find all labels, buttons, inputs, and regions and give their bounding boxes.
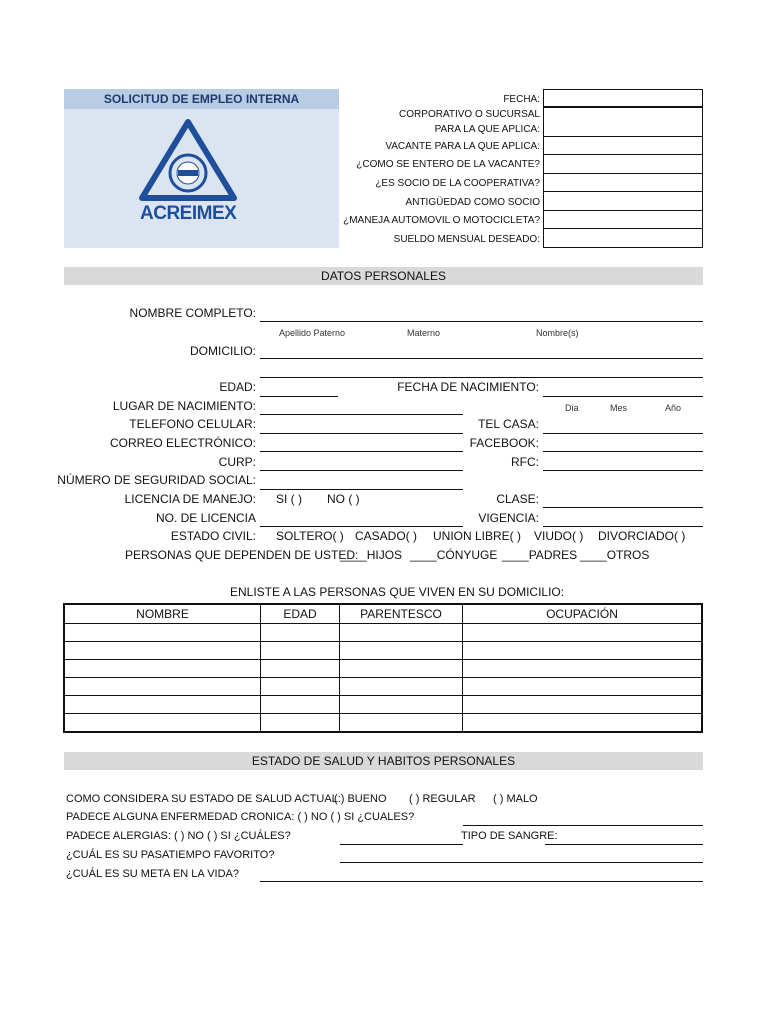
edad-cell[interactable]: [261, 714, 340, 733]
alergias-line[interactable]: [340, 844, 463, 845]
corporativo-field[interactable]: [543, 107, 703, 137]
salud-header: ESTADO DE SALUD Y HABITOS PERSONALES: [64, 752, 703, 770]
nombre-cell[interactable]: [64, 714, 261, 733]
como-se-entero-label: ¿COMO SE ENTERO DE LA VACANTE?: [356, 159, 540, 170]
clase-label: CLASE:: [496, 492, 539, 506]
tel-casa-line[interactable]: [543, 433, 703, 434]
nombre-cell[interactable]: [64, 678, 261, 696]
sueldo-label: SUELDO MENSUAL DESEADO:: [393, 234, 540, 245]
sueldo-field[interactable]: [543, 228, 703, 248]
telefono-celular-line[interactable]: [260, 433, 463, 434]
viudo-option[interactable]: VIUDO( ): [534, 529, 584, 543]
meta-question: ¿CUÁL ES SU META EN LA VIDA?: [66, 868, 239, 880]
alergias-question: PADECE ALERGIAS: ( ) NO ( ) SI ¿CUÁLES?: [66, 830, 291, 842]
table-row: [64, 624, 702, 642]
table-row: [64, 714, 702, 733]
logo-wordmark: ACREIMEX: [140, 203, 237, 224]
enfermedad-line[interactable]: [463, 825, 703, 826]
ocupacion-cell[interactable]: [463, 624, 703, 642]
table-row: [64, 696, 702, 714]
nombre-cell[interactable]: [64, 642, 261, 660]
parentesco-cell[interactable]: [340, 696, 463, 714]
estado-civil-label: ESTADO CIVIL:: [170, 529, 256, 543]
edad-cell[interactable]: [261, 678, 340, 696]
licencia-label: LICENCIA DE MANEJO:: [124, 492, 256, 506]
column-nombre: NOMBRE: [64, 604, 261, 624]
ocupacion-cell[interactable]: [463, 696, 703, 714]
antiguedad-label: ANTIGÜEDAD COMO SOCIO: [405, 197, 540, 208]
domicilio-line-2[interactable]: [260, 377, 703, 378]
otros-field[interactable]: ____OTROS: [580, 548, 650, 562]
nss-line[interactable]: [260, 489, 463, 490]
malo-option[interactable]: ( ) MALO: [493, 793, 538, 805]
ocupacion-cell[interactable]: [463, 714, 703, 733]
edad-line[interactable]: [260, 396, 338, 397]
bueno-option[interactable]: ( ) BUENO: [334, 793, 387, 805]
pasatiempo-line[interactable]: [340, 862, 703, 863]
household-header-row: [64, 604, 702, 624]
fecha-nacimiento-label: FECHA DE NACIMIENTO:: [397, 380, 539, 394]
edad-cell[interactable]: [261, 624, 340, 642]
padres-field[interactable]: ____PADRES: [502, 548, 578, 562]
hijos-field[interactable]: ____HIJOS: [340, 548, 403, 562]
telefono-celular-label: TELEFONO CELULAR:: [129, 417, 256, 431]
tipo-sangre-line[interactable]: [545, 844, 703, 845]
nombre-completo-line[interactable]: [260, 321, 703, 322]
pasatiempo-question: ¿CUÁL ES SU PASATIEMPO FAVORITO?: [66, 849, 275, 861]
ocupacion-cell[interactable]: [463, 660, 703, 678]
ocupacion-cell[interactable]: [463, 678, 703, 696]
lugar-nacimiento-line[interactable]: [260, 414, 463, 415]
licencia-no-option[interactable]: NO ( ): [327, 492, 360, 506]
rfc-line[interactable]: [543, 470, 703, 471]
parentesco-cell[interactable]: [340, 624, 463, 642]
nss-label: NÚMERO DE SEGURIDAD SOCIAL:: [57, 473, 256, 487]
vigencia-line[interactable]: [543, 526, 703, 527]
nombre-cell[interactable]: [64, 624, 261, 642]
rfc-label: RFC:: [511, 455, 539, 469]
anio-caption: Año: [665, 403, 682, 413]
correo-label: CORREO ELECTRÓNICO:: [109, 436, 256, 450]
divorciado-option[interactable]: DIVORCIADO( ): [598, 529, 686, 543]
curp-label: CURP:: [218, 455, 256, 469]
edad-label: EDAD:: [219, 380, 256, 394]
enfermedad-question: PADECE ALGUNA ENFERMEDAD CRONICA: ( ) NO ( ) SI ¿CUALES?: [66, 811, 415, 823]
household-caption: ENLISTE A LAS PERSONAS QUE VIVEN EN SU DOMICILIO:: [230, 585, 565, 599]
nombres-caption: Nombre(s): [536, 328, 579, 338]
materno-caption: Materno: [407, 328, 441, 338]
maneja-field[interactable]: [543, 210, 703, 229]
parentesco-cell[interactable]: [340, 660, 463, 678]
fecha-nacimiento-line[interactable]: [543, 396, 703, 397]
column-edad: EDAD: [261, 604, 340, 624]
vacante-field[interactable]: [543, 136, 703, 155]
salud-question: COMO CONSIDERA SU ESTADO DE SALUD ACTUAL:: [66, 793, 341, 805]
domicilio-label: DOMICILIO:: [189, 344, 256, 358]
ocupacion-cell[interactable]: [463, 642, 703, 660]
regular-option[interactable]: ( ) REGULAR: [409, 793, 476, 805]
household-table: [63, 603, 703, 733]
nombre-cell[interactable]: [64, 660, 261, 678]
tipo-sangre-label: TIPO DE SANGRE:: [461, 830, 558, 842]
table-row: [64, 642, 702, 660]
domicilio-line-1[interactable]: [260, 358, 703, 359]
clase-line[interactable]: [543, 507, 703, 508]
parentesco-cell[interactable]: [340, 678, 463, 696]
dia-caption: Dia: [565, 403, 579, 413]
fecha-label: FECHA:: [503, 94, 540, 105]
facebook-line[interactable]: [543, 451, 703, 452]
edad-cell[interactable]: [261, 660, 340, 678]
parentesco-cell[interactable]: [340, 714, 463, 733]
nombre-cell[interactable]: [64, 696, 261, 714]
edad-cell[interactable]: [261, 696, 340, 714]
apellido-paterno-caption: Apellido Paterno: [279, 328, 346, 338]
fecha-field[interactable]: [543, 89, 703, 107]
maneja-label: ¿MANEJA AUTOMOVIL O MOTOCICLETA?: [343, 215, 540, 226]
column-ocupacion: OCUPACIÓN: [463, 604, 703, 624]
union-libre-option[interactable]: UNION LIBRE( ): [433, 529, 522, 543]
table-row: [64, 660, 702, 678]
dependientes-label: PERSONAS QUE DEPENDEN DE USTED:: [125, 548, 359, 562]
table-row: [64, 678, 702, 696]
nombre-completo-label: NOMBRE COMPLETO:: [129, 306, 256, 320]
es-socio-field[interactable]: [543, 173, 703, 192]
lugar-nacimiento-label: LUGAR DE NACIMIENTO:: [112, 399, 256, 413]
meta-line[interactable]: [260, 881, 703, 882]
es-socio-label: ¿ES SOCIO DE LA COOPERATIVA?: [375, 178, 540, 189]
tel-casa-label: TEL CASA:: [478, 417, 539, 431]
aplica-label: PARA LA QUE APLICA:: [434, 124, 540, 135]
edad-cell[interactable]: [261, 642, 340, 660]
facebook-label: FACEBOOK:: [469, 436, 539, 450]
casado-option[interactable]: CASADO( ): [355, 529, 418, 543]
curp-line[interactable]: [260, 470, 463, 471]
form-title: SOLICITUD DE EMPLEO INTERNA: [64, 89, 339, 109]
no-licencia-line[interactable]: [260, 526, 463, 527]
antiguedad-field[interactable]: [543, 191, 703, 211]
soltero-option[interactable]: SOLTERO( ): [276, 529, 344, 543]
corporativo-label: CORPORATIVO O SUCURSAL: [399, 109, 540, 120]
datos-personales-header: DATOS PERSONALES: [64, 267, 703, 285]
vigencia-label: VIGENCIA:: [478, 511, 539, 525]
correo-line[interactable]: [260, 451, 463, 452]
vacante-label: VACANTE PARA LA QUE APLICA:: [385, 141, 540, 152]
licencia-si-option[interactable]: SI ( ): [276, 492, 302, 506]
no-licencia-label: NO. DE LICENCIA: [155, 511, 256, 525]
mes-caption: Mes: [610, 403, 628, 413]
conyuge-field[interactable]: ____CÓNYUGE: [410, 548, 498, 562]
como-se-entero-field[interactable]: [543, 154, 703, 174]
column-parentesco: PARENTESCO: [340, 604, 463, 624]
parentesco-cell[interactable]: [340, 642, 463, 660]
